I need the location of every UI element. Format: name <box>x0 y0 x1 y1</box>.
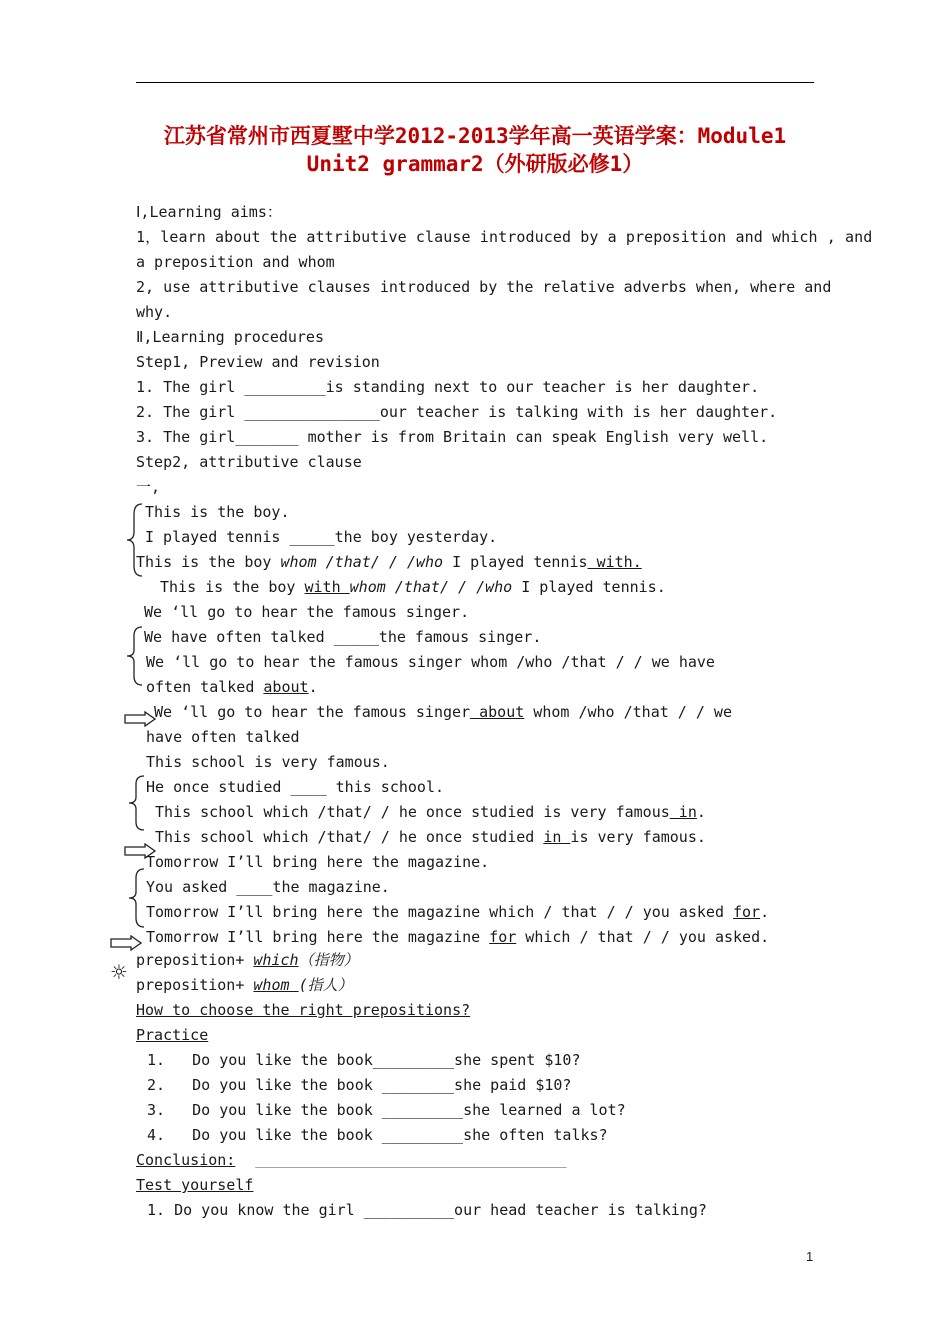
step2-heading: Step2, attributive clause <box>136 453 362 471</box>
sun-icon: ☼ <box>110 960 128 984</box>
practice-item-3: 3. Do you like the book _________she learned a lot? <box>147 1101 626 1119</box>
step1-heading: Step1, Preview and revision <box>136 353 380 371</box>
part-one-label: 一, <box>136 478 161 496</box>
arrow-icon <box>110 935 142 951</box>
aim-2-cont: why. <box>136 303 173 321</box>
brace-group-4 <box>126 866 146 930</box>
test-yourself-heading: Test yourself <box>136 1176 254 1194</box>
preview-item-1: 1. The girl _________is standing next to our teacher is her daughter. <box>136 378 760 396</box>
example-2-sentence-a: We ‘ll go to hear the famous singer. <box>144 603 470 621</box>
page-number: 1 <box>806 1249 814 1264</box>
document-title-line2: Unit2 grammar2（外研版必修1） <box>306 152 644 176</box>
section-heading-aims: Ⅰ,Learning aims： <box>136 203 282 221</box>
test-item-1: 1. Do you know the girl __________our head teacher is talking? <box>147 1201 707 1219</box>
example-3-sentence-a: This school is very famous. <box>146 753 390 771</box>
practice-item-1: 1. Do you like the book_________she spent $10? <box>147 1051 581 1069</box>
example-1-combined-b: This is the boy with whom /that/ / /who I played tennis. <box>160 578 666 596</box>
document-title-line1: 江苏省常州市西夏墅中学2012-2013学年高一英语学案：Module1 <box>163 124 787 148</box>
example-2-combined-a: We ‘ll go to hear the famous singer whom /who /that / / we have <box>146 653 715 671</box>
practice-item-2: 2. Do you like the book ________she paid $10? <box>147 1076 572 1094</box>
practice-item-4: 4. Do you like the book _________she often talks? <box>147 1126 608 1144</box>
example-2-sentence-b: We have often talked _____the famous singer. <box>144 628 542 646</box>
aim-1: 1，learn about the attributive clause introduced by a preposition and which , and <box>136 228 873 246</box>
example-4-combined-a: Tomorrow I’ll bring here the magazine which / that / / you asked for. <box>146 903 770 921</box>
section-heading-procedures: Ⅱ,Learning procedures <box>136 328 324 346</box>
rule-which: preposition+ which（指物） <box>136 951 359 969</box>
example-4-combined-b: Tomorrow I’ll bring here the magazine for which / that / / you asked. <box>146 928 770 946</box>
example-3-combined-a: This school which /that/ / he once studied is very famous in. <box>155 803 706 821</box>
conclusion-line: Conclusion: _______________________________________________ <box>136 1151 567 1169</box>
question-prepositions: How to choose the right prepositions? <box>136 1001 471 1019</box>
brace-group-2 <box>124 624 144 688</box>
aim-2: 2, use attributive clauses introduced by the relative adverbs when, where and <box>136 278 832 296</box>
practice-heading: Practice <box>136 1026 209 1044</box>
example-2-combined-a-cont: often talked about. <box>146 678 318 696</box>
arrow-icon <box>124 711 156 727</box>
preview-item-3: 3. The girl_______ mother is from Britain can speak English very well. <box>136 428 769 446</box>
aim-1-cont: a preposition and whom <box>136 253 335 271</box>
example-4-sentence-b: You asked ____the magazine. <box>146 878 390 896</box>
example-3-combined-b: This school which /that/ / he once studied in is very famous. <box>155 828 706 846</box>
preview-item-2: 2. The girl _______________our teacher is talking with is her daughter. <box>136 403 778 421</box>
example-1-sentence-b: I played tennis _____the boy yesterday. <box>145 528 498 546</box>
example-2-combined-b-cont: have often talked <box>146 728 300 746</box>
brace-group-3 <box>126 773 146 833</box>
example-1-sentence-a: This is the boy. <box>145 503 290 521</box>
example-1-combined-a: This is the boy whom /that/ / /who I played tennis with. <box>136 553 642 571</box>
example-4-sentence-a: Tomorrow I’ll bring here the magazine. <box>146 853 490 871</box>
header-rule <box>136 82 814 83</box>
example-3-sentence-b: He once studied ____ this school. <box>146 778 445 796</box>
example-2-combined-b: We ‘ll go to hear the famous singer about whom /who /that / / we <box>154 703 732 721</box>
rule-whom: preposition+ whom (指人） <box>136 976 353 994</box>
